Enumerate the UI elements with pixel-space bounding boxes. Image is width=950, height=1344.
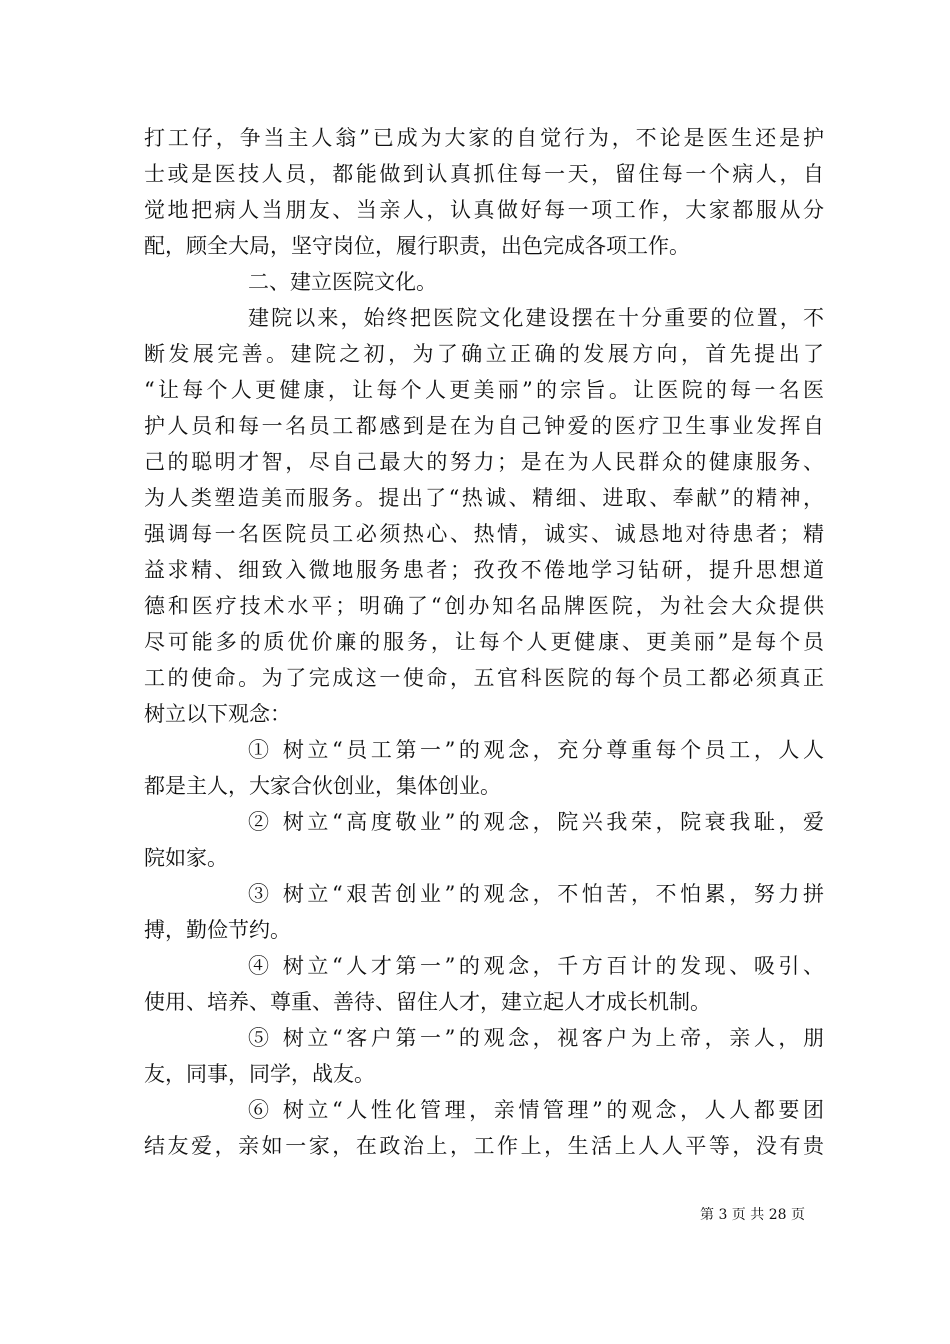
section-heading: 二、建立医院文化。 — [248, 270, 437, 294]
text-line: 都是主人，大家合伙创业，集体创业。 — [144, 774, 501, 798]
text-line: 护人员和每一名员工都感到是在为自己钟爱的医疗卫生事业发挥自 — [144, 414, 824, 438]
text-line: 打工仔，争当主人翁”已成为大家的自觉行为，不论是医生还是护 — [144, 126, 824, 150]
text-line: 士或是医技人员，都能做到认真抓住每一天，留住每一个病人，自 — [144, 162, 824, 186]
text-line: 强调每一名医院员工必须热心、热情，诚实、诚恳地对待患者；精 — [144, 522, 824, 546]
text-line: 己的聪明才智，尽自己最大的努力；是在为人民群众的健康服务、 — [144, 450, 824, 474]
list-item-3: ③ 树立“艰苦创业”的观念，不怕苦，不怕累，努力拼 — [248, 882, 824, 906]
text-line: “让每个人更健康，让每个人更美丽”的宗旨。让医院的每一名医 — [144, 378, 824, 402]
text-line: 德和医疗技术水平；明确了“创办知名品牌医院，为社会大众提供 — [144, 594, 824, 618]
text-line: 配，顾全大局，坚守岗位，履行职责，出色完成各项工作。 — [144, 234, 690, 258]
text-line: 为人类塑造美而服务。提出了“热诚、精细、进取、奉献”的精神， — [144, 486, 824, 510]
text-line: 院如家。 — [144, 846, 228, 870]
body-text — [144, 120, 824, 1164]
list-item-6: ⑥ 树立“人性化管理，亲情管理”的观念，人人都要团 — [248, 1098, 824, 1122]
text-line: 觉地把病人当朋友、当亲人，认真做好每一项工作，大家都服从分 — [144, 198, 824, 222]
text-line: 结友爱，亲如一家，在政治上，工作上，生活上人人平等，没有贵 — [144, 1134, 824, 1158]
text-line: 树立以下观念： — [144, 702, 291, 726]
text-line: 尽可能多的质优价廉的服务，让每个人更健康、更美丽”是每个员 — [144, 630, 824, 654]
list-item-2: ② 树立“高度敬业”的观念，院兴我荣，院衰我耻，爱 — [248, 810, 824, 834]
text-line: 益求精、细致入微地服务患者；孜孜不倦地学习钻研，提升思想道 — [144, 558, 824, 582]
text-line: 断发展完善。建院之初，为了确立正确的发展方向，首先提出了 — [144, 342, 824, 366]
list-item-1: ① 树立“员工第一”的观念，充分尊重每个员工，人人 — [248, 738, 824, 762]
text-line: 工的使命。为了完成这一使命，五官科医院的每个员工都必须真正 — [144, 666, 824, 690]
text-line: 友，同事，同学，战友。 — [144, 1062, 375, 1086]
list-item-5: ⑤ 树立“客户第一”的观念，视客户为上帝，亲人，朋 — [248, 1026, 824, 1050]
text-line: 搏，勤俭节约。 — [144, 918, 291, 942]
page-number: 第 3 页 共 28 页 — [700, 1207, 805, 1223]
text-line: 建院以来，始终把医院文化建设摆在十分重要的位置，不 — [248, 306, 824, 330]
list-item-4: ④ 树立“人才第一”的观念，千方百计的发现、吸引、 — [248, 954, 824, 978]
text-line: 使用、培养、尊重、善待、留住人才，建立起人才成长机制。 — [144, 990, 711, 1014]
